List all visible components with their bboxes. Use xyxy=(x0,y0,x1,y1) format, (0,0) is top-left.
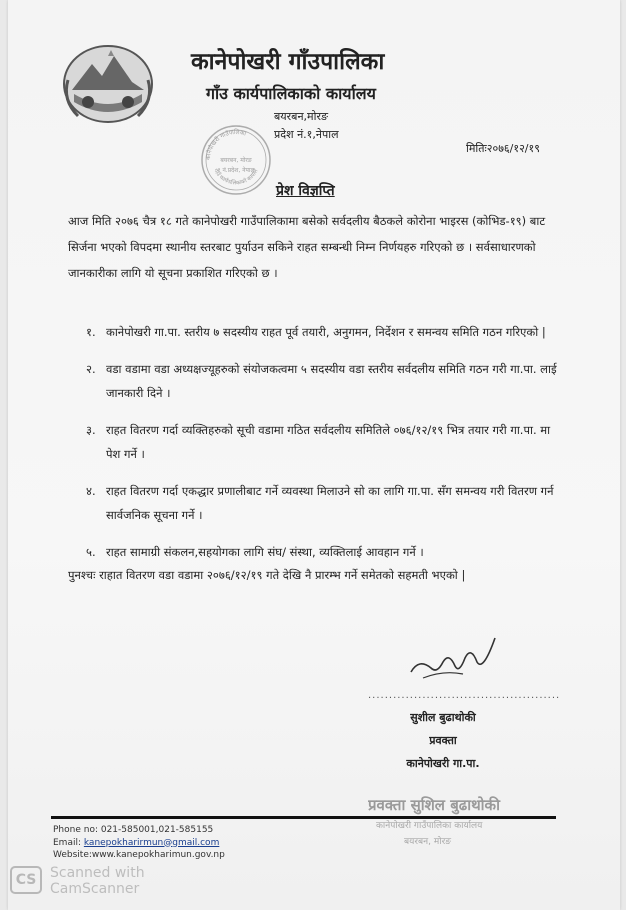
spokesperson-stamp xyxy=(368,792,518,852)
municipality-emblem xyxy=(58,40,158,124)
camscanner-text xyxy=(50,865,145,897)
footer-phone: Phone no: 021-585001,021-585155 xyxy=(53,825,214,835)
decision-text: राहत वितरण गर्दा एकद्धार प्रणालीबाट गर्ने व्यवस्था मिलाउने सो का लागि गा.पा. सँग समन्वय गरी वितरण गर्न सार्वजनिक सूचना गर्ने । xyxy=(106,484,554,522)
signatory-block xyxy=(368,706,518,775)
intro-paragraph: आज मिति २०७६ चैत्र १८ गते कानेपोखरी गाउँपालिकामा बसेको सर्वदलीय बैठकले कोरोना भाइरस (कोभिड-१९) बाट सिर्जना भएको विपदमा स्थानीय स्तरबाट पुर्याउन सकिने राहत सम्बन्धी निम्न निर्णयहरु गरिएको छ । सर्वसाधारणको जानकारीका लागि यो सूचना प्रकाशित गरिएको छ । xyxy=(68,214,546,280)
svg-text:कानेपोखरी गाउँपालिका xyxy=(205,128,247,160)
stamp-text-2: गाउँ कार्यपालिकाको कार्याल xyxy=(212,168,260,187)
signature-line: .............................................. xyxy=(368,690,561,701)
footer-email-label: Email: xyxy=(53,837,84,848)
decision-number: ३. xyxy=(86,423,96,437)
decision-text: राहत वितरण गर्दा व्यक्तिहरुको सूची वडामा गठित सर्वदलीय समितिले ०७६/१२/१९ भित्र तयार गरी गा.पा. मा पेश गर्ने । xyxy=(106,423,551,461)
decision-number: २. xyxy=(86,362,96,376)
footer-email-line xyxy=(53,837,225,850)
office-address xyxy=(274,108,339,144)
address-line-1: बयरबन,मोरङ xyxy=(274,110,328,123)
issue-date: मितिः२०७६/१२/१९ xyxy=(466,142,540,155)
office-subtitle: गाँउ कार्यपालिकाको कार्यालय xyxy=(206,84,376,103)
document-page xyxy=(8,0,620,910)
stamp-text-3: बयरबन, मोरङ xyxy=(220,157,252,164)
postscript-note: पुनश्चः राहात वितरण वडा वडामा २०७६/१२/१९ गते देखि नै प्रारम्भ गर्ने समेतको सहमती भएको | xyxy=(68,568,466,582)
decision-text: राहत सामाग्री संकलन,सहयोगका लागि संघ/ संस्था, व्यक्तिलाई आवहान गर्ने । xyxy=(106,545,424,559)
camscanner-logo-icon: CS xyxy=(10,866,42,894)
stamp-text-4: १ नं.प्रदेश, नेपाल xyxy=(217,167,255,174)
stamp2-line-1: प्रवक्ता सुशिल बुढाथोकी xyxy=(368,796,500,814)
decisions-list xyxy=(86,320,566,577)
municipality-title: कानेपोखरी गाँउपालिका xyxy=(191,49,385,75)
signatory-office: कानेपोखरी गा.पा. xyxy=(406,757,480,770)
decision-item xyxy=(86,357,566,405)
signatory-role: प्रवक्ता xyxy=(429,734,457,747)
camscanner-watermark xyxy=(10,862,160,898)
stamp2-line-2: कानेपोखरी गाउँपालिका कार्यालय xyxy=(376,821,483,831)
address-line-2: प्रदेश नं.१,नेपाल xyxy=(274,128,339,141)
office-stamp xyxy=(196,118,276,198)
stamp-text-1: कानेपोखरी गाउँपालिका xyxy=(204,128,247,161)
signatory-name: सुशील बुढाथोकी xyxy=(410,711,476,724)
decision-text: वडा वडामा वडा अध्यक्षज्यूहरुको संयोजकत्वमा ५ सदस्यीय वडा स्तरीय सर्वदलीय समिति गठन गरी गा.पा. लाई जानकारी दिने । xyxy=(106,362,557,400)
decision-number: ४. xyxy=(86,484,96,498)
decision-item xyxy=(86,418,566,466)
stamp2-line-3: बयरबन, मोरङ xyxy=(404,837,452,847)
decision-item xyxy=(86,320,566,344)
decision-number: १. xyxy=(86,325,96,339)
footer-email-link[interactable]: kanepokharirmun@gmail.com xyxy=(83,837,220,848)
footer-website[interactable]: Website:www.kanepokharimun.gov.np xyxy=(53,850,225,860)
decision-text: कानेपोखरी गा.पा. स्तरीय ७ सदस्यीय राहत पूर्व तयारी, अनुगमन, निर्देशन र समन्वय समिति गठन गरिएको | xyxy=(106,325,546,339)
footer-contact xyxy=(53,824,225,862)
press-release-heading: प्रेश विज्ञप्ति xyxy=(276,183,335,199)
footer-divider xyxy=(51,816,556,819)
handwritten-signature xyxy=(403,628,503,688)
watermark-line-2: CamScanner xyxy=(50,881,140,897)
watermark-line-1: Scanned with xyxy=(50,865,145,881)
decision-item xyxy=(86,540,566,564)
decision-item xyxy=(86,479,566,527)
decision-number: ५. xyxy=(86,545,96,559)
